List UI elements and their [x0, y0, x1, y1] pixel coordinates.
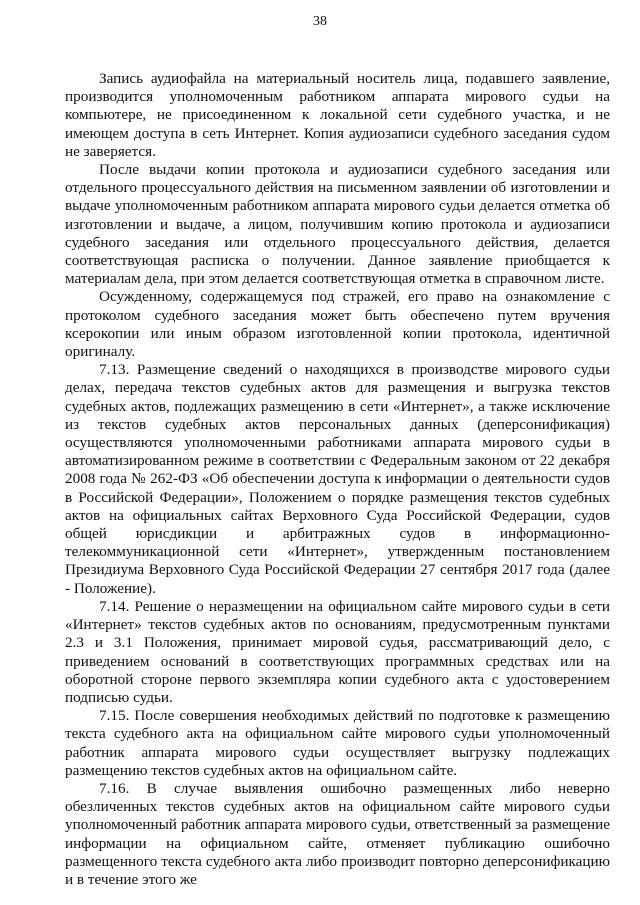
paragraph-section-7-15: 7.15. После совершения необходимых действий по подготовке к размещению текста судебного акта на официальном сайте мирового судьи уполномоченный работник аппарата мирового судьи осуществляет выгрузку подлежащих размещению текстов судебных актов на официальном сайте. — [65, 707, 610, 779]
page-number: 38 — [313, 14, 327, 29]
paragraph-section-7-14: 7.14. Решение о неразмещении на официальном сайте мирового судьи в сети «Интернет» текстов судебных актов по основаниям, предусмотренным пунктами 2.3 и 3.1 Положения, принимает мировой судья, рассматривающий дело, с приведением оснований в соответствующих программных средствах или на оборотной стороне первого экземпляра копии судебного акта с удостоверением подписью судьи. — [65, 597, 610, 706]
paragraph-convict-access: Осужденному, содержащемуся под стражей, его право на ознакомление с протоколом судебного заседания может быть обеспечено путем вручения ксерокопии или иным образом изготовленной копии протокола, идентичной оригиналу. — [65, 288, 610, 361]
paragraph-audio-record: Запись аудиофайла на материальный носитель лица, подавшего заявление, производится уполномоченным работником аппарата мирового судьи на компьютере, не присоединенном к локальной сети судебного участка, и не имеющем доступа в сеть Интернет. Копия аудиозаписи судебного заседания судом не заверяется. — [65, 70, 610, 160]
paragraph-section-7-13: 7.13. Размещение сведений о находящихся в производстве мирового судьи делах, передача текстов судебных актов для размещения и выгрузка текстов судебных актов, подлежащих размещению в сети «Интернет», а также исключение из текстов судебных актов персональных данных (деперсонификация) осуществляются уполномоченными работниками аппарата мирового судьи в автоматизированном режиме в соответствии с Федеральным законом от 22 декабря 2008 года № 262-ФЗ «Об обеспечении доступа к информации о деятельности судов в Российской Федерации», Положением о порядке размещения текстов судебных актов на официальных сайтах Верховного Суда Российской Федерации, судов общей юрисдикции и арбитражных судов в информационно-телекоммуникационной сети «Интернет», утвержденным постановлением Президиума Верховного Суда Российской Федерации 27 сентября 2017 года (далее - Положение). — [65, 361, 610, 597]
paragraph-protocol-copy-issue: После выдачи копии протокола и аудиозаписи судебного заседания или отдельного процессуального действия на письменном заявлении об изготовлении и выдаче уполномоченным работником аппарата мирового судьи делается отметка об изготовлении и выдаче, а лицом, получившим копию протокола и аудиозаписи судебного заседания или отдельного процессуального действия, делается соответствующая расписка о получении. Данное заявление приобщается к материалам дела, при этом делается соответствующая отметка в справочном листе. — [65, 161, 610, 288]
document-body — [65, 70, 610, 889]
paragraph-section-7-16: 7.16. В случае выявления ошибочно размещенных либо неверно обезличенных текстов судебных актов на официальном сайте мирового судьи уполномоченный работник аппарата мирового судьи, ответственный за размещение информации на официальном сайте, отменяет публикацию ошибочно размещенного текста судебного акта либо производит повторно деперсонификацию и в течение этого же — [65, 779, 610, 888]
